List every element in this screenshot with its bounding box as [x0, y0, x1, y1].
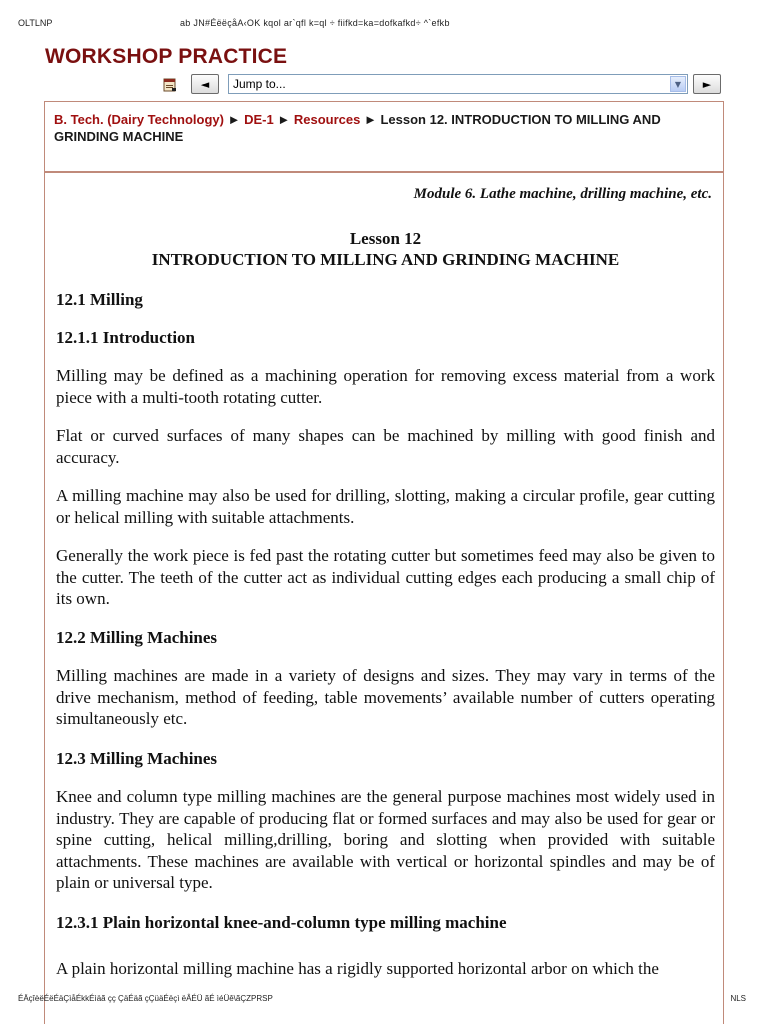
module-subtitle: Module 6. Lathe machine, drilling machine, etc.: [413, 186, 712, 202]
breadcrumb-item-course[interactable]: DE-1: [244, 112, 274, 127]
print-header-left: OLTLNP: [18, 18, 53, 28]
lesson-number: Lesson 12: [349, 229, 422, 248]
paragraph-4: Generally the work piece is fed past the rotating cutter but sometimes feed may also be given to the cutter. The teeth of the cutter act as individual cutting edges each producing a small chip of its own.: [56, 546, 715, 608]
lesson-content: [44, 172, 724, 1024]
jump-to-select[interactable]: [228, 74, 688, 94]
paragraph-5: Milling machines are made in a variety of designs and sizes. They may vary in terms of the drive mechanism, method of feeding, table movements’ available number of cutters operating simultaneously etc.: [56, 666, 715, 728]
print-header: [0, 18, 768, 32]
breadcrumb-item-resources[interactable]: Resources: [293, 112, 361, 127]
document-icon[interactable]: [163, 78, 177, 92]
paragraph-1: Milling may be defined as a machining operation for removing excess material from a work piece with a multi-tooth rotating cutter.: [56, 366, 715, 407]
paragraph-3: A milling machine may also be used for drilling, slotting, making a circular profile, gear cutting or helical milling with suitable attachments.: [56, 486, 715, 527]
chevron-down-icon[interactable]: ▼: [670, 76, 686, 92]
breadcrumb-box: [44, 101, 724, 172]
paragraph-2: Flat or curved surfaces of many shapes can be machined by milling with good finish and accuracy.: [56, 426, 715, 467]
jump-to-value: Jump to...: [233, 77, 286, 91]
breadcrumb-item-program[interactable]: B. Tech. (Dairy Technology): [54, 112, 224, 127]
print-header-center: ab JN#ÉëëçåA‹OK kqol ar`qfl k=ql ÷ fiifkd=ka=dofkafkd÷ ^`efkb: [180, 18, 450, 28]
next-button[interactable]: ►: [693, 74, 721, 94]
breadcrumb-separator: ►: [277, 112, 291, 127]
heading-12-1: 12.1 Milling: [56, 290, 143, 309]
paragraph-7: A plain horizontal milling machine has a rigidly supported horizontal arbor on which the: [56, 959, 659, 978]
breadcrumb-separator: ►: [227, 112, 241, 127]
heading-12-2: 12.2 Milling Machines: [56, 628, 218, 647]
print-footer-left: ÉÄçîèëÉëÉäÇìåÉkkÉìäã çç ÇäÉäã çÇüäÉëçì ëÂÉÜ ãÉ ìéÜê\ãÇZPRSP: [18, 994, 273, 1003]
heading-12-3-1: 12.3.1 Plain horizontal knee-and-column type milling machine: [56, 913, 507, 932]
heading-12-1-1: 12.1.1 Introduction: [56, 328, 196, 347]
breadcrumb-current: Lesson 12. INTRODUCTION TO MILLING AND GRINDING MACHINE: [54, 112, 661, 144]
paragraph-6: Knee and column type milling machines are the general purpose machines most widely used in industry. They are capable of producing flat or formed surfaces and may also be used for gear or spine cutting, helical milling,drilling, boring and slotting when provided with suitable attachments. These machines are available with vertical or horizontal spindles and may be of plain or universal type.: [56, 787, 715, 892]
breadcrumb: [54, 111, 704, 145]
navigation-bar: [160, 74, 725, 96]
heading-12-3: 12.3 Milling Machines: [56, 749, 218, 768]
site-title[interactable]: WORKSHOP PRACTICE: [45, 45, 288, 68]
lesson-title: INTRODUCTION TO MILLING AND GRINDING MACHINE: [151, 250, 620, 269]
previous-button[interactable]: ◄: [191, 74, 219, 94]
breadcrumb-separator: ►: [363, 112, 377, 127]
print-footer: [0, 994, 768, 1006]
print-footer-page: NLS: [730, 994, 746, 1003]
